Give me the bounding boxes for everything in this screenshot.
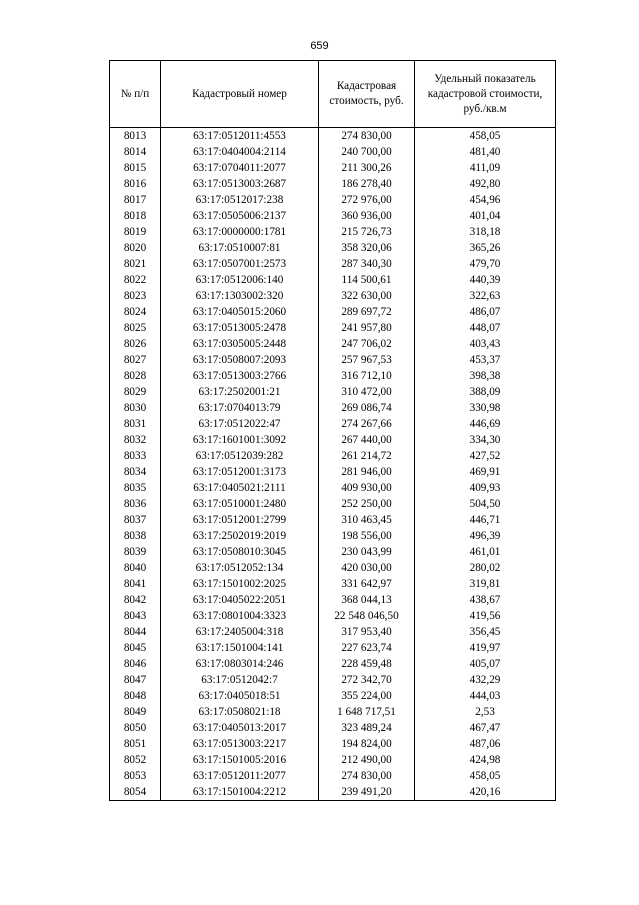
table-row xyxy=(110,176,556,192)
specific-indicator-cell: 454,96 xyxy=(415,192,556,208)
table-row xyxy=(110,656,556,672)
table-row xyxy=(110,288,556,304)
cadastral-number-cell: 63:17:1303002:320 xyxy=(161,288,319,304)
specific-indicator-cell: 496,39 xyxy=(415,528,556,544)
cadastral-value-cell: 272 342,70 xyxy=(319,672,415,688)
row-number-cell: 8054 xyxy=(110,784,161,801)
table-row xyxy=(110,768,556,784)
cadastral-value-cell: 355 224,00 xyxy=(319,688,415,704)
specific-indicator-cell: 446,71 xyxy=(415,512,556,528)
table-row xyxy=(110,256,556,272)
specific-indicator-cell: 318,18 xyxy=(415,224,556,240)
cadastral-value-cell: 239 491,20 xyxy=(319,784,415,801)
cadastral-value-cell: 358 320,06 xyxy=(319,240,415,256)
specific-indicator-cell: 492,80 xyxy=(415,176,556,192)
cadastral-number-cell: 63:17:0803014:246 xyxy=(161,656,319,672)
specific-indicator-cell: 411,09 xyxy=(415,160,556,176)
specific-indicator-cell: 444,03 xyxy=(415,688,556,704)
cadastral-value-cell: 272 976,00 xyxy=(319,192,415,208)
specific-indicator-cell: 420,16 xyxy=(415,784,556,801)
cadastral-number-cell: 63:17:0512042:7 xyxy=(161,672,319,688)
table-row xyxy=(110,576,556,592)
row-number-cell: 8021 xyxy=(110,256,161,272)
row-number-cell: 8016 xyxy=(110,176,161,192)
cadastral-number-cell: 63:17:0505006:2137 xyxy=(161,208,319,224)
specific-indicator-cell: 432,29 xyxy=(415,672,556,688)
cadastral-number-cell: 63:17:0405018:51 xyxy=(161,688,319,704)
cadastral-value-cell: 310 463,45 xyxy=(319,512,415,528)
cadastral-value-cell: 1 648 717,51 xyxy=(319,704,415,720)
table-row xyxy=(110,496,556,512)
table-row xyxy=(110,272,556,288)
row-number-cell: 8028 xyxy=(110,368,161,384)
cadastral-value-cell: 323 489,24 xyxy=(319,720,415,736)
cadastral-value-cell: 230 043,99 xyxy=(319,544,415,560)
specific-indicator-cell: 438,67 xyxy=(415,592,556,608)
table-row xyxy=(110,720,556,736)
specific-indicator-cell: 2,53 xyxy=(415,704,556,720)
cadastral-number-cell: 63:17:0512052:134 xyxy=(161,560,319,576)
cadastral-value-cell: 211 300,26 xyxy=(319,160,415,176)
row-number-cell: 8042 xyxy=(110,592,161,608)
row-number-cell: 8047 xyxy=(110,672,161,688)
row-number-cell: 8024 xyxy=(110,304,161,320)
table-row xyxy=(110,592,556,608)
row-number-cell: 8019 xyxy=(110,224,161,240)
cadastral-value-cell: 317 953,40 xyxy=(319,624,415,640)
specific-indicator-cell: 419,97 xyxy=(415,640,556,656)
row-number-cell: 8023 xyxy=(110,288,161,304)
row-number-cell: 8035 xyxy=(110,480,161,496)
cadastral-value-cell: 274 830,00 xyxy=(319,768,415,784)
table-row xyxy=(110,192,556,208)
table-row xyxy=(110,432,556,448)
header-cadastral-number: Кадастровый номер xyxy=(161,61,319,128)
table-row xyxy=(110,352,556,368)
cadastral-value-cell: 215 726,73 xyxy=(319,224,415,240)
cadastral-value-cell: 227 623,74 xyxy=(319,640,415,656)
specific-indicator-cell: 467,47 xyxy=(415,720,556,736)
cadastral-number-cell: 63:17:0704011:2077 xyxy=(161,160,319,176)
cadastral-number-cell: 63:17:0513005:2478 xyxy=(161,320,319,336)
cadastral-number-cell: 63:17:0512006:140 xyxy=(161,272,319,288)
cadastral-value-cell: 241 957,80 xyxy=(319,320,415,336)
specific-indicator-cell: 448,07 xyxy=(415,320,556,336)
row-number-cell: 8043 xyxy=(110,608,161,624)
table-row xyxy=(110,528,556,544)
specific-indicator-cell: 280,02 xyxy=(415,560,556,576)
row-number-cell: 8038 xyxy=(110,528,161,544)
cadastral-value-cell: 186 278,40 xyxy=(319,176,415,192)
cadastral-number-cell: 63:17:0513003:2687 xyxy=(161,176,319,192)
cadastral-number-cell: 63:17:0512022:47 xyxy=(161,416,319,432)
specific-indicator-cell: 504,50 xyxy=(415,496,556,512)
table-row xyxy=(110,144,556,160)
row-number-cell: 8029 xyxy=(110,384,161,400)
table-row xyxy=(110,560,556,576)
row-number-cell: 8020 xyxy=(110,240,161,256)
cadastral-number-cell: 63:17:0510001:2480 xyxy=(161,496,319,512)
specific-indicator-cell: 479,70 xyxy=(415,256,556,272)
table-row xyxy=(110,416,556,432)
row-number-cell: 8050 xyxy=(110,720,161,736)
table-row xyxy=(110,704,556,720)
cadastral-value-cell: 240 700,00 xyxy=(319,144,415,160)
table-row xyxy=(110,624,556,640)
table-row xyxy=(110,400,556,416)
table-row xyxy=(110,464,556,480)
cadastral-value-cell: 267 440,00 xyxy=(319,432,415,448)
cadastral-value-cell: 194 824,00 xyxy=(319,736,415,752)
cadastral-value-cell: 269 086,74 xyxy=(319,400,415,416)
row-number-cell: 8034 xyxy=(110,464,161,480)
table-row xyxy=(110,608,556,624)
cadastral-value-cell: 252 250,00 xyxy=(319,496,415,512)
cadastral-value-cell: 368 044,13 xyxy=(319,592,415,608)
cadastral-number-cell: 63:17:0513003:2217 xyxy=(161,736,319,752)
row-number-cell: 8033 xyxy=(110,448,161,464)
cadastral-value-cell: 281 946,00 xyxy=(319,464,415,480)
specific-indicator-cell: 330,98 xyxy=(415,400,556,416)
row-number-cell: 8030 xyxy=(110,400,161,416)
cadastral-value-cell: 261 214,72 xyxy=(319,448,415,464)
cadastral-value-cell: 198 556,00 xyxy=(319,528,415,544)
cadastral-number-cell: 63:17:0512001:2799 xyxy=(161,512,319,528)
table-body xyxy=(110,128,556,801)
row-number-cell: 8032 xyxy=(110,432,161,448)
cadastral-value-cell: 247 706,02 xyxy=(319,336,415,352)
table-row xyxy=(110,512,556,528)
specific-indicator-cell: 365,26 xyxy=(415,240,556,256)
specific-indicator-cell: 322,63 xyxy=(415,288,556,304)
cadastral-value-cell: 420 030,00 xyxy=(319,560,415,576)
row-number-cell: 8052 xyxy=(110,752,161,768)
table-row xyxy=(110,480,556,496)
table-row xyxy=(110,320,556,336)
page-number: 659 xyxy=(310,40,329,52)
row-number-cell: 8044 xyxy=(110,624,161,640)
cadastral-number-cell: 63:17:2502019:2019 xyxy=(161,528,319,544)
table-row xyxy=(110,128,556,145)
row-number-cell: 8048 xyxy=(110,688,161,704)
row-number-cell: 8013 xyxy=(110,128,161,145)
row-number-cell: 8025 xyxy=(110,320,161,336)
cadastral-value-cell: 257 967,53 xyxy=(319,352,415,368)
row-number-cell: 8046 xyxy=(110,656,161,672)
cadastral-number-cell: 63:17:0508007:2093 xyxy=(161,352,319,368)
cadastral-number-cell: 63:17:0507001:2573 xyxy=(161,256,319,272)
table-row xyxy=(110,544,556,560)
row-number-cell: 8041 xyxy=(110,576,161,592)
table-row xyxy=(110,688,556,704)
specific-indicator-cell: 424,98 xyxy=(415,752,556,768)
row-number-cell: 8039 xyxy=(110,544,161,560)
specific-indicator-cell: 440,39 xyxy=(415,272,556,288)
cadastral-number-cell: 63:17:0405022:2051 xyxy=(161,592,319,608)
cadastral-number-cell: 63:17:0405015:2060 xyxy=(161,304,319,320)
specific-indicator-cell: 458,05 xyxy=(415,128,556,145)
row-number-cell: 8045 xyxy=(110,640,161,656)
cadastral-value-cell: 310 472,00 xyxy=(319,384,415,400)
table-row xyxy=(110,736,556,752)
table-row xyxy=(110,784,556,801)
cadastral-number-cell: 63:17:0405013:2017 xyxy=(161,720,319,736)
cadastral-number-cell: 63:17:0512011:2077 xyxy=(161,768,319,784)
table-row xyxy=(110,640,556,656)
cadastral-number-cell: 63:17:1501004:141 xyxy=(161,640,319,656)
row-number-cell: 8049 xyxy=(110,704,161,720)
table-row xyxy=(110,672,556,688)
specific-indicator-cell: 405,07 xyxy=(415,656,556,672)
table-header-row xyxy=(110,61,556,128)
cadastral-number-cell: 63:17:1501005:2016 xyxy=(161,752,319,768)
table-row xyxy=(110,448,556,464)
table-row xyxy=(110,224,556,240)
cadastral-value-cell: 289 697,72 xyxy=(319,304,415,320)
specific-indicator-cell: 419,56 xyxy=(415,608,556,624)
table-row xyxy=(110,160,556,176)
cadastral-value-cell: 322 630,00 xyxy=(319,288,415,304)
specific-indicator-cell: 427,52 xyxy=(415,448,556,464)
cadastral-number-cell: 63:17:1501002:2025 xyxy=(161,576,319,592)
row-number-cell: 8018 xyxy=(110,208,161,224)
cadastral-value-cell: 114 500,61 xyxy=(319,272,415,288)
cadastral-value-table xyxy=(109,60,556,801)
header-specific-indicator: Удельный показатель кадастровой стоимости, руб./кв.м xyxy=(415,61,556,128)
specific-indicator-cell: 403,43 xyxy=(415,336,556,352)
specific-indicator-cell: 388,09 xyxy=(415,384,556,400)
cadastral-number-cell: 63:17:0512001:3173 xyxy=(161,464,319,480)
cadastral-number-cell: 63:17:0512039:282 xyxy=(161,448,319,464)
row-number-cell: 8031 xyxy=(110,416,161,432)
specific-indicator-cell: 319,81 xyxy=(415,576,556,592)
row-number-cell: 8053 xyxy=(110,768,161,784)
table-row xyxy=(110,240,556,256)
table-header xyxy=(110,61,556,128)
row-number-cell: 8014 xyxy=(110,144,161,160)
cadastral-value-cell: 287 340,30 xyxy=(319,256,415,272)
specific-indicator-cell: 458,05 xyxy=(415,768,556,784)
cadastral-number-cell: 63:17:0513003:2766 xyxy=(161,368,319,384)
specific-indicator-cell: 334,30 xyxy=(415,432,556,448)
row-number-cell: 8027 xyxy=(110,352,161,368)
cadastral-number-cell: 63:17:1501004:2212 xyxy=(161,784,319,801)
table-row xyxy=(110,752,556,768)
cadastral-number-cell: 63:17:0801004:3323 xyxy=(161,608,319,624)
cadastral-value-cell: 360 936,00 xyxy=(319,208,415,224)
table-row xyxy=(110,304,556,320)
cadastral-value-cell: 409 930,00 xyxy=(319,480,415,496)
cadastral-number-cell: 63:17:0512011:4553 xyxy=(161,128,319,145)
cadastral-value-cell: 274 830,00 xyxy=(319,128,415,145)
row-number-cell: 8015 xyxy=(110,160,161,176)
cadastral-number-cell: 63:17:1601001:3092 xyxy=(161,432,319,448)
header-row-number: № п/п xyxy=(110,61,161,128)
cadastral-number-cell: 63:17:0510007:81 xyxy=(161,240,319,256)
row-number-cell: 8036 xyxy=(110,496,161,512)
cadastral-value-cell: 316 712,10 xyxy=(319,368,415,384)
table-row xyxy=(110,368,556,384)
specific-indicator-cell: 356,45 xyxy=(415,624,556,640)
cadastral-number-cell: 63:17:2405004:318 xyxy=(161,624,319,640)
header-cadastral-value: Кадастровая стоимость, руб. xyxy=(319,61,415,128)
row-number-cell: 8017 xyxy=(110,192,161,208)
cadastral-value-cell: 228 459,48 xyxy=(319,656,415,672)
cadastral-number-cell: 63:17:0512017:238 xyxy=(161,192,319,208)
table-row xyxy=(110,208,556,224)
specific-indicator-cell: 409,93 xyxy=(415,480,556,496)
cadastral-value-cell: 212 490,00 xyxy=(319,752,415,768)
specific-indicator-cell: 401,04 xyxy=(415,208,556,224)
cadastral-number-cell: 63:17:0508010:3045 xyxy=(161,544,319,560)
row-number-cell: 8037 xyxy=(110,512,161,528)
row-number-cell: 8051 xyxy=(110,736,161,752)
cadastral-number-cell: 63:17:0405021:2111 xyxy=(161,480,319,496)
row-number-cell: 8022 xyxy=(110,272,161,288)
specific-indicator-cell: 398,38 xyxy=(415,368,556,384)
specific-indicator-cell: 487,06 xyxy=(415,736,556,752)
cadastral-value-cell: 331 642,97 xyxy=(319,576,415,592)
specific-indicator-cell: 469,91 xyxy=(415,464,556,480)
specific-indicator-cell: 461,01 xyxy=(415,544,556,560)
cadastral-number-cell: 63:17:0404004:2114 xyxy=(161,144,319,160)
table-row xyxy=(110,384,556,400)
cadastral-number-cell: 63:17:0000000:1781 xyxy=(161,224,319,240)
table-row xyxy=(110,336,556,352)
row-number-cell: 8026 xyxy=(110,336,161,352)
specific-indicator-cell: 486,07 xyxy=(415,304,556,320)
specific-indicator-cell: 481,40 xyxy=(415,144,556,160)
cadastral-value-cell: 274 267,66 xyxy=(319,416,415,432)
cadastral-value-cell: 22 548 046,50 xyxy=(319,608,415,624)
row-number-cell: 8040 xyxy=(110,560,161,576)
cadastral-number-cell: 63:17:0305005:2448 xyxy=(161,336,319,352)
cadastral-number-cell: 63:17:2502001:21 xyxy=(161,384,319,400)
specific-indicator-cell: 453,37 xyxy=(415,352,556,368)
cadastral-number-cell: 63:17:0508021:18 xyxy=(161,704,319,720)
cadastral-number-cell: 63:17:0704013:79 xyxy=(161,400,319,416)
specific-indicator-cell: 446,69 xyxy=(415,416,556,432)
